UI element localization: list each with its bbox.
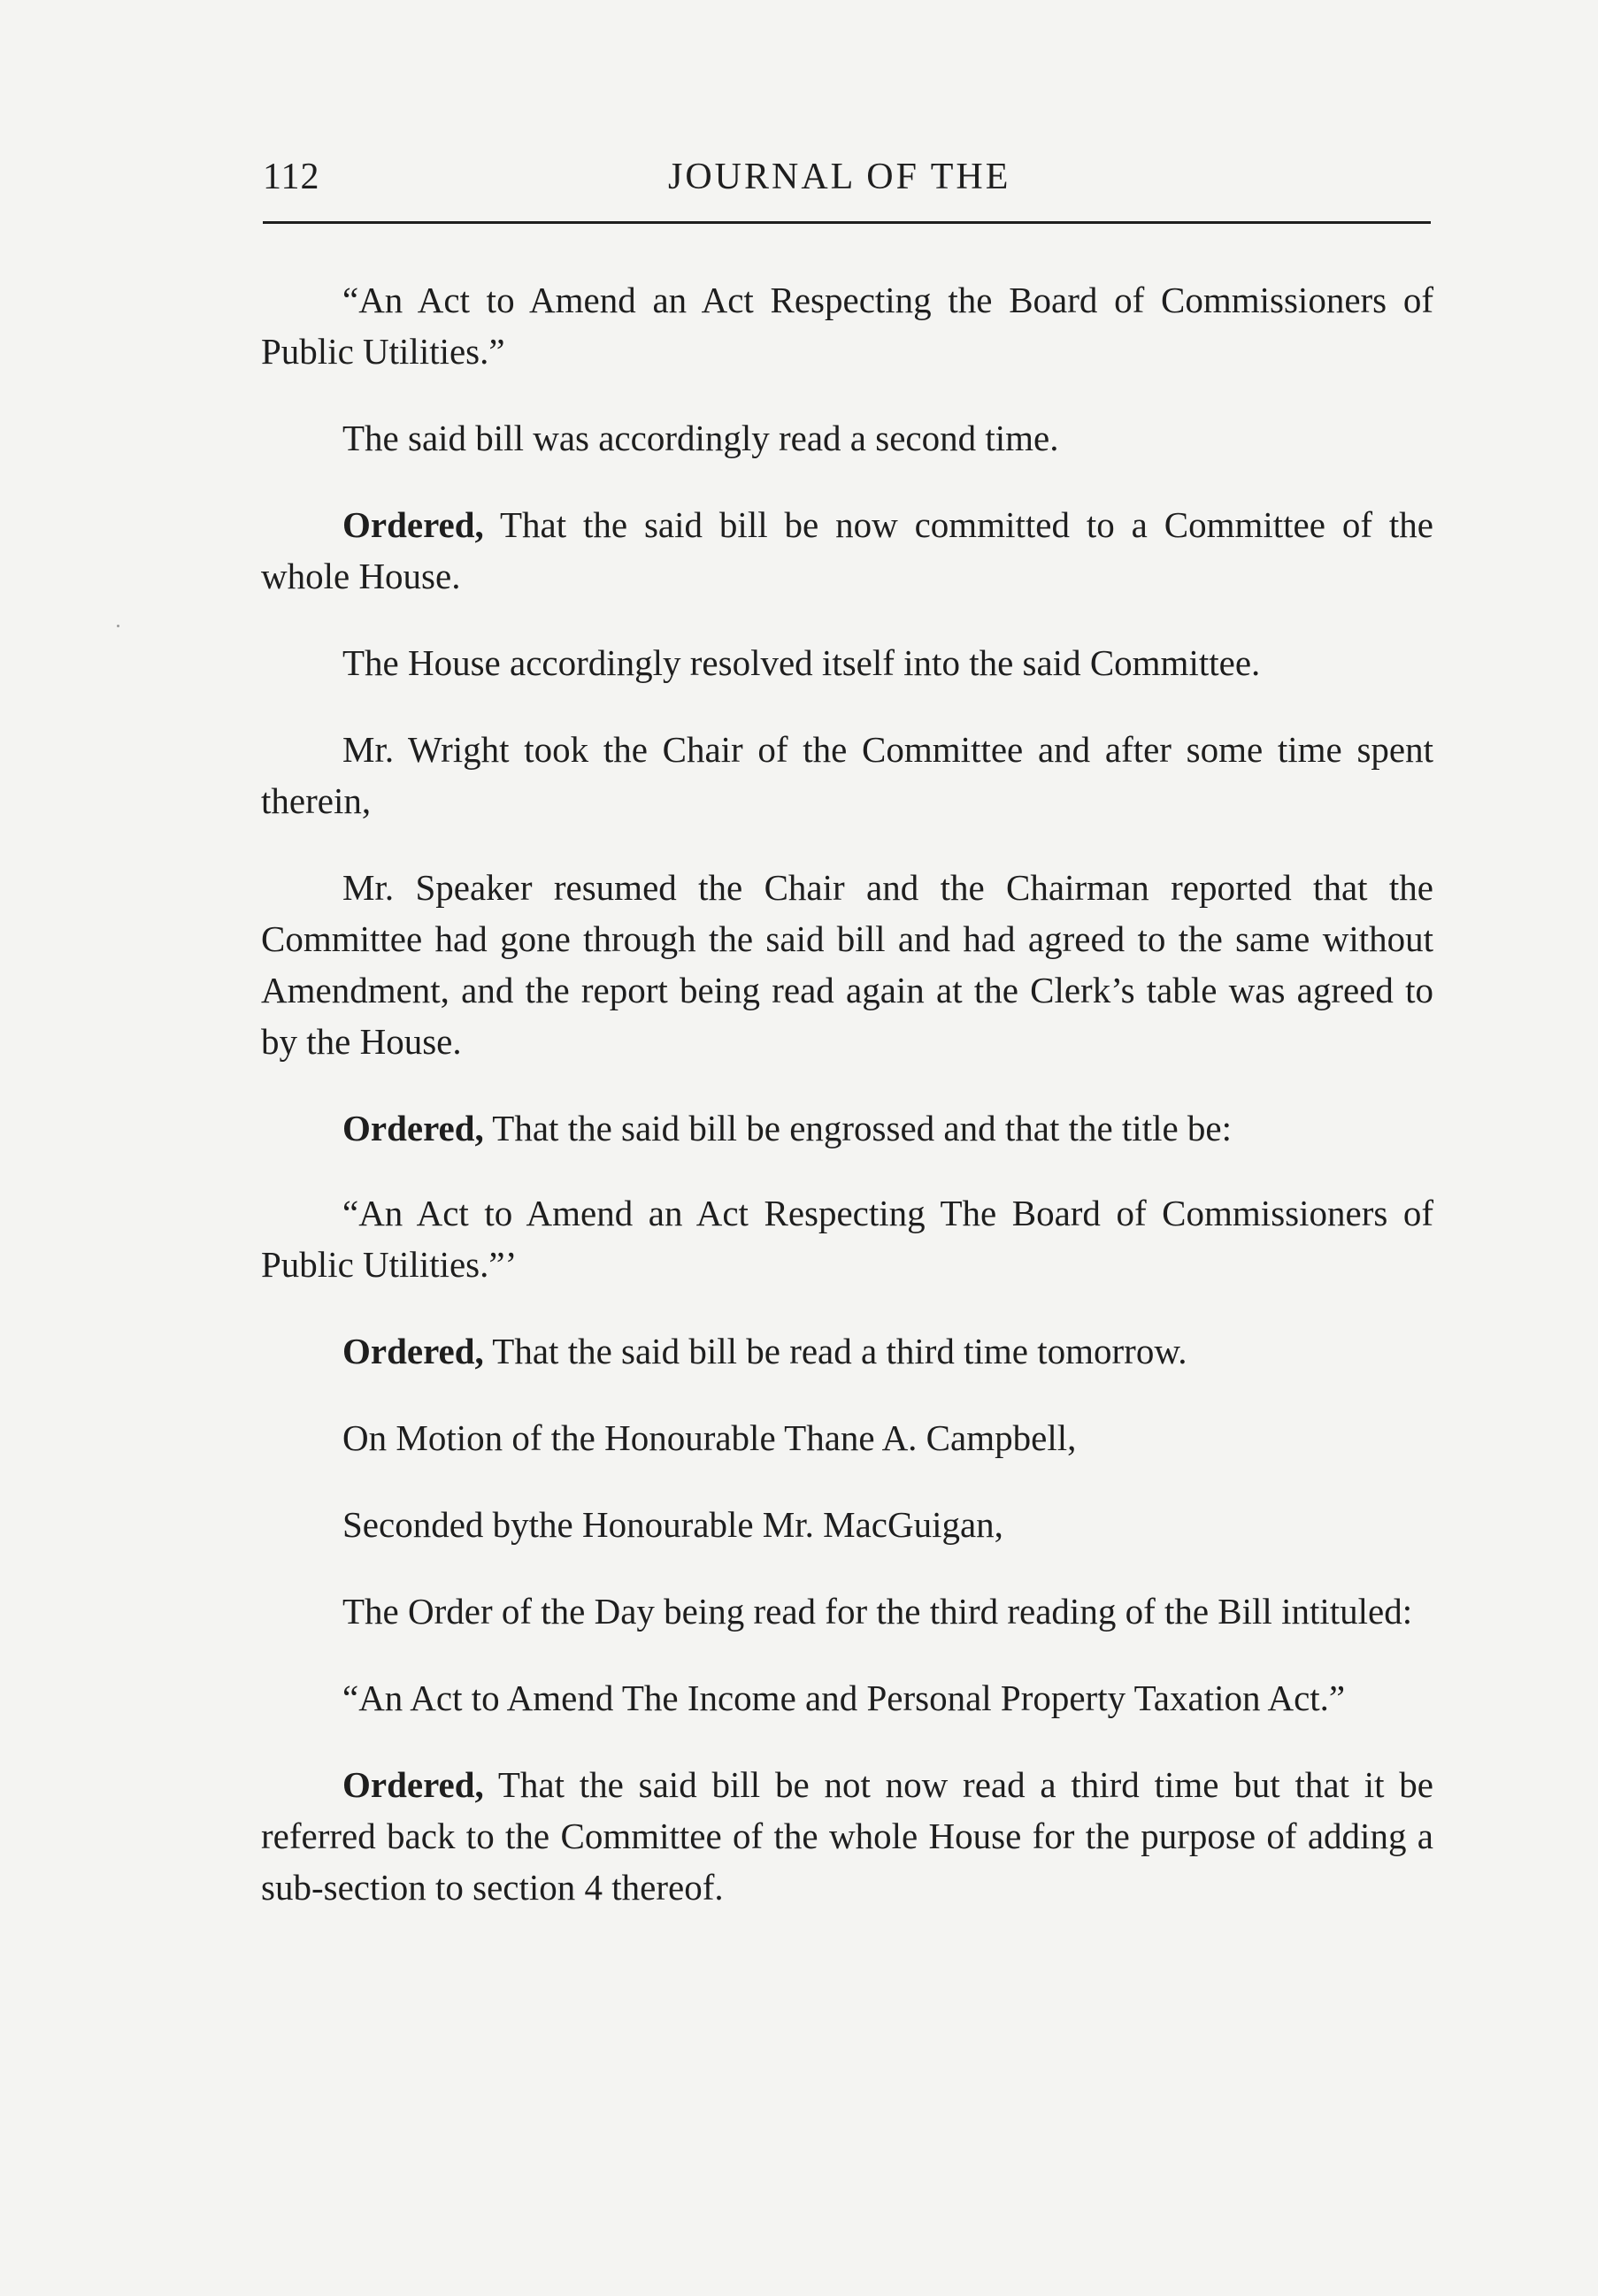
paragraph-order-of-day <box>261 1586 1433 1637</box>
paragraph-lead: Ordered, <box>342 1764 484 1805</box>
scan-speck <box>117 625 119 627</box>
paragraph-text: That the said bill be now committed to a Committee of the whole House. <box>261 504 1433 596</box>
paragraph-text: “An Act to Amend an Act Respecting The Board of Commissioners of Public Utilities.”’ <box>261 1193 1433 1285</box>
header-rule <box>263 221 1431 224</box>
paragraph-lead: Ordered, <box>342 1331 484 1371</box>
page-number: 112 <box>263 157 320 197</box>
paragraph-text: “An Act to Amend an Act Respecting the Board of Commissioners of Public Utilities.” <box>261 280 1433 372</box>
paragraph-text: Seconded bythe Honourable Mr. MacGuigan, <box>342 1504 1003 1545</box>
paragraph-text: Mr. Speaker resumed the Chair and the Chairman reported that the Committee had gone through the said bill and had agreed to the same without Amendment, and the report being read again at the Clerk’s table was agreed to by the House. <box>261 867 1433 1062</box>
paragraph-text: On Motion of the Honourable Thane A. Campbell, <box>342 1417 1077 1458</box>
paragraph-motion <box>261 1412 1433 1463</box>
paragraph-ordered-referred-back <box>261 1759 1433 1913</box>
paragraph-text: The House accordingly resolved itself into the said Committee. <box>342 642 1261 683</box>
paragraph-lead: Ordered, <box>342 1108 484 1148</box>
paragraph-ordered-committed <box>261 499 1433 602</box>
paragraph-wright-chair <box>261 724 1433 826</box>
paragraph-house-resolved <box>261 637 1433 688</box>
paragraph-bill-title-1 <box>261 274 1433 377</box>
paragraph-speaker-resumed <box>261 862 1433 1067</box>
paragraph-ordered-third-reading <box>261 1325 1433 1377</box>
paragraph-bill-title-3 <box>261 1672 1433 1724</box>
body-text <box>261 274 1433 1948</box>
paragraph-bill-title-2 <box>261 1187 1433 1290</box>
paragraph-second-reading <box>261 412 1433 464</box>
paragraph-text: That the said bill be read a third time tomorrow. <box>483 1331 1187 1371</box>
paragraph-text: “An Act to Amend The Income and Personal Property Taxation Act.” <box>342 1678 1346 1718</box>
paragraph-text: Mr. Wright took the Chair of the Committee and after some time spent therein, <box>261 729 1433 821</box>
paragraph-text: That the said bill be engrossed and that the title be: <box>483 1108 1233 1148</box>
paragraph-ordered-engrossed <box>261 1102 1433 1154</box>
paragraph-text: The said bill was accordingly read a second time. <box>342 418 1059 458</box>
running-head: JOURNAL OF THE <box>668 157 1011 197</box>
paragraph-text: The Order of the Day being read for the third reading of the Bill intituled: <box>342 1591 1413 1632</box>
paragraph-text: That the said bill be not now read a third time but that it be referred back to the Committee of the whole House for the purpose of adding a sub-section to section 4 thereof. <box>261 1764 1433 1908</box>
paragraph-seconded <box>261 1499 1433 1550</box>
paragraph-lead: Ordered, <box>342 504 484 545</box>
